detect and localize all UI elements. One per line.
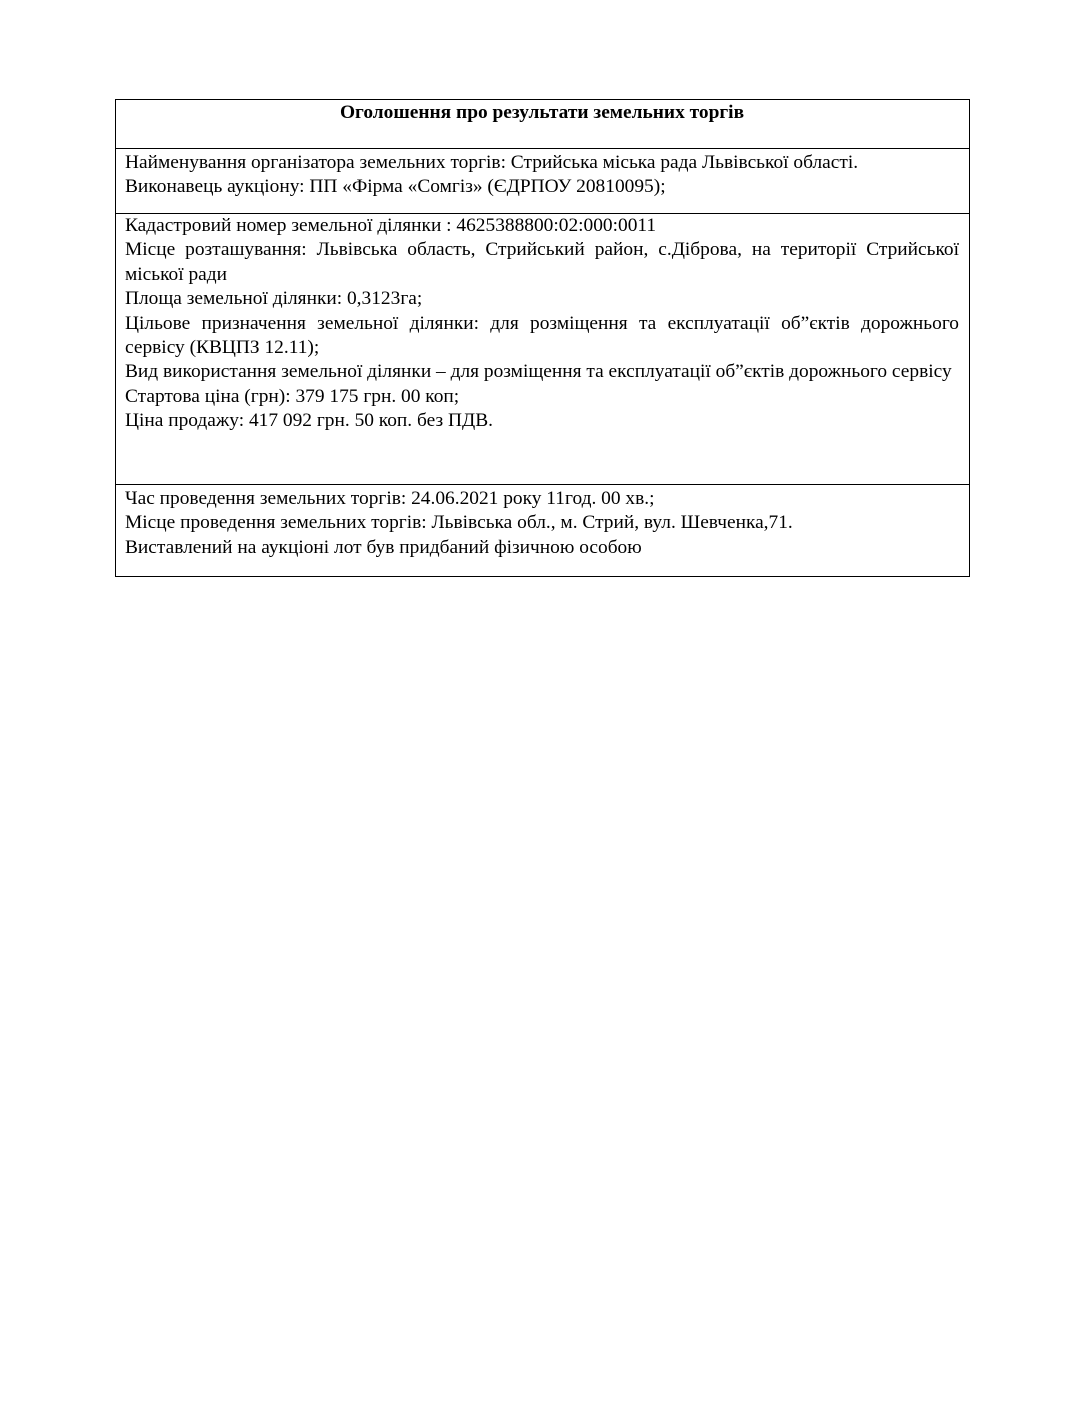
land-usage: Вид використання земельної ділянки – для розміщення та експлуатації об”єктів дорожнього сервісу — [125, 361, 952, 383]
organizer-name: Найменування організатора земельних торгів: Стрийська міська рада Львівської області. — [125, 152, 859, 173]
announcement-table — [115, 99, 970, 577]
organizer-cell — [116, 149, 970, 214]
organizer-row — [116, 149, 970, 214]
land-location: Місце розташування: Львівська область, Стрийський район, с.Діброва, на території Стрийської міської ради — [125, 239, 959, 285]
auction-result: Виставлений на аукціоні лот був придбаний фізичною особою — [125, 536, 642, 558]
auction-place: Місце проведення земельних торгів: Львівська обл., м. Стрий, вул. Шевченка,71. — [125, 512, 793, 534]
title-cell — [116, 100, 970, 149]
event-row — [116, 485, 970, 577]
land-area: Площа земельної ділянки: 0,3123га; — [125, 288, 423, 310]
sale-price: Ціна продажу: 417 092 грн. 50 коп. без ПДВ. — [125, 410, 493, 432]
lot-row — [116, 214, 970, 485]
auction-time: Час проведення земельних торгів: 24.06.2021 року 11год. 00 хв.; — [125, 488, 655, 509]
auction-executor: Виконавець аукціону: ПП «Фірма «Сомгіз» (ЄДРПОУ 20810095); — [125, 176, 666, 198]
title-row — [116, 100, 970, 149]
start-price: Стартова ціна (грн): 379 175 грн. 00 коп; — [125, 385, 460, 407]
cadastral-number: Кадастровий номер земельної ділянки : 4625388800:02:000:0011 — [125, 215, 657, 236]
event-cell — [116, 485, 970, 577]
land-purpose: Цільове призначення земельної ділянки: для розміщення та експлуатації об”єктів дорожнього сервісу (КВЦПЗ 12.11); — [125, 312, 959, 359]
document-title: Оголошення про результати земельних торгів — [339, 102, 745, 123]
lot-cell — [116, 214, 970, 485]
